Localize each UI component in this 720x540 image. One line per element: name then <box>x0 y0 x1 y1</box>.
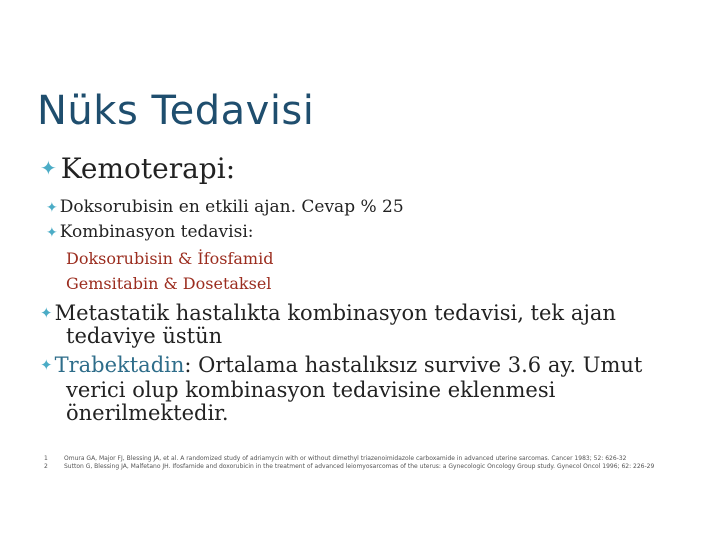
reference-text: Omura GA, Major FJ, Blessing JA, et al. A randomized study of adriamycin with or without dimethyl triazenoimidazole carboxamide in advanced uterine sarcomas. Cancer 1983; 52: 626-32 <box>64 455 627 462</box>
bullet-icon: ✦ <box>46 225 58 241</box>
reference-number: 1 <box>44 455 48 462</box>
reference-number: 2 <box>44 463 48 470</box>
combo-option-a: Doksorubisin & İfosfamid <box>66 249 274 268</box>
bullet-icon: ✦ <box>40 304 53 322</box>
trab-line-2: verici olup kombinasyon tedavisine eklenmesi <box>66 378 556 402</box>
bullet-metastatic <box>40 303 616 324</box>
bullet-icon: ✦ <box>40 356 53 374</box>
trabectedin-name: Trabektadin <box>54 353 185 377</box>
meta-line-1: Metastatik hastalıkta kombinasyon tedavisi, tek ajan <box>54 301 616 325</box>
slide-title: Nüks Tedavisi <box>37 88 315 134</box>
bullet-combination <box>46 222 254 242</box>
reference-text: Sutton G, Blessing JA, Malfetano JH. Ifosfamide and doxorubicin in the treatment of advanced leiomyosarcomas of the uterus: a Gynecologic Oncology Group study. Gynecol Oncol 1996; 62: 226-29 <box>64 463 655 470</box>
bullet-icon: ✦ <box>40 156 57 180</box>
heading-text: Kemoterapi: <box>60 152 236 185</box>
bullet-icon: ✦ <box>46 200 58 216</box>
trab-line-3: önerilmektedir. <box>66 401 229 425</box>
combo-option-b: Gemsitabin & Dosetaksel <box>66 274 272 293</box>
reference-1 <box>44 455 626 462</box>
bullet-trabectedin <box>40 355 642 376</box>
meta-line-2: tedaviye üstün <box>66 324 223 348</box>
reference-2 <box>44 463 654 470</box>
combo-text: Kombinasyon tedavisi: <box>59 222 254 242</box>
trab-line-1: : Ortalama hastalıksız survive 3.6 ay. Umut <box>184 353 643 377</box>
doxo-text: Doksorubisin en etkili ajan. Cevap % 25 <box>59 197 404 217</box>
bullet-doxorubicin <box>46 197 404 217</box>
bullet-kemoterapi <box>40 152 235 185</box>
